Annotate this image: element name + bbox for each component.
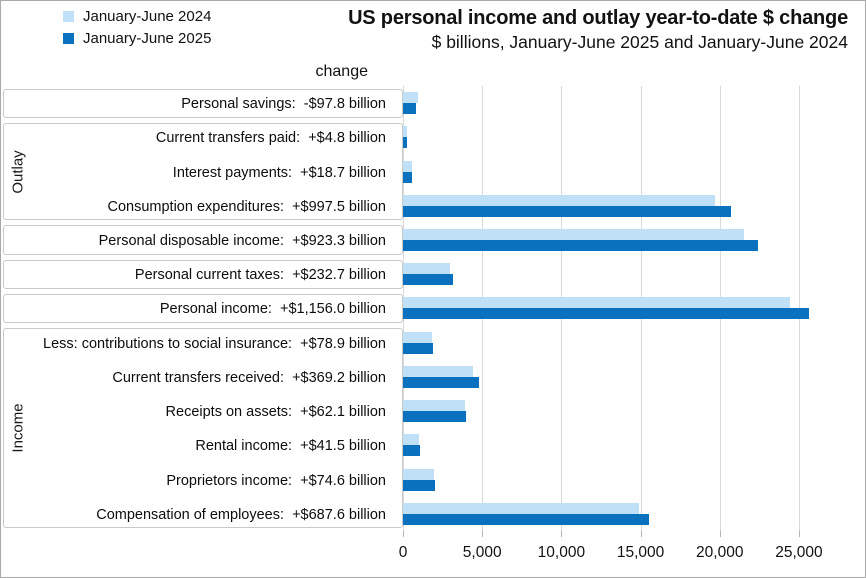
bar-jan-june-2025 (403, 377, 479, 388)
legend-item-2025 (63, 30, 211, 47)
bar-jan-june-2025 (403, 103, 416, 114)
legend-swatch-2025-icon (63, 33, 74, 44)
legend (63, 8, 211, 47)
category-group-box (3, 123, 403, 221)
plot-area (403, 86, 865, 531)
bar-jan-june-2024 (403, 161, 412, 172)
category-label: Proprietors income: +$74.6 billion (166, 472, 386, 489)
bar-row (403, 257, 865, 291)
x-axis-tick (403, 531, 404, 537)
category-group-box (3, 89, 403, 118)
chart-titles (348, 6, 848, 53)
bar-row (403, 120, 865, 154)
category-group-box (3, 294, 403, 323)
category-label: Personal current taxes: +$232.7 billion (134, 267, 386, 284)
bar-jan-june-2025 (403, 343, 433, 354)
bar-jan-june-2025 (403, 137, 407, 148)
bar-row (403, 428, 865, 462)
bar-row (403, 154, 865, 188)
category-axis-title: change (315, 63, 368, 80)
bar-row (403, 360, 865, 394)
bar-row (403, 223, 865, 257)
category-label-column (3, 86, 403, 531)
category-group-box (3, 328, 403, 528)
category-label: Current transfers received: +$369.2 billion (112, 369, 386, 386)
legend-swatch-2024-icon (63, 11, 74, 22)
bar-jan-june-2024 (403, 503, 639, 514)
bar-row (403, 189, 865, 223)
bar-jan-june-2024 (403, 332, 432, 343)
bar-jan-june-2025 (403, 480, 435, 491)
bar-row (403, 291, 865, 325)
x-axis (398, 531, 865, 575)
x-axis-tick-label: 0 (398, 544, 408, 561)
x-axis-tick (561, 531, 562, 537)
bar-jan-june-2024 (403, 92, 418, 103)
bar-jan-june-2025 (403, 172, 412, 183)
group-label-outlay: Outlay (9, 149, 27, 194)
x-axis-tick-label: 15,000 (616, 544, 665, 561)
legend-label-2024: January-June 2024 (83, 8, 212, 25)
bar-jan-june-2024 (403, 469, 434, 480)
x-axis-tick-label: 25,000 (775, 544, 823, 561)
bar-row (403, 394, 865, 428)
bar-jan-june-2025 (403, 308, 809, 319)
bar-jan-june-2025 (403, 445, 420, 456)
x-axis-tick (799, 531, 800, 537)
bar-jan-june-2024 (403, 126, 407, 137)
bar-jan-june-2024 (403, 400, 465, 411)
bar-jan-june-2025 (403, 206, 731, 217)
x-axis-tick (482, 531, 483, 537)
x-axis-tick-label: 10,000 (537, 544, 586, 561)
x-axis-tick-label: 5,000 (462, 544, 502, 561)
bar-jan-june-2024 (403, 434, 419, 445)
category-label: Less: contributions to social insurance: +$78.9 billion (43, 335, 386, 352)
category-label: Interest payments: +$18.7 billion (172, 164, 386, 181)
category-label: Rental income: +$41.5 billion (195, 438, 386, 455)
bar-row (403, 326, 865, 360)
category-label: Personal income: +$1,156.0 billion (159, 301, 386, 318)
group-label-income: Income (9, 403, 27, 453)
bar-row (403, 463, 865, 497)
category-label: Current transfers paid: +$4.8 billion (155, 130, 386, 147)
category-label: Personal savings: -$97.8 billion (181, 96, 386, 113)
bar-jan-june-2024 (403, 366, 473, 377)
bar-jan-june-2025 (403, 411, 466, 422)
x-axis-tick (641, 531, 642, 537)
chart-subtitle: $ billions, January-June 2025 and January-June 2024 (431, 32, 848, 52)
category-label: Receipts on assets: +$62.1 billion (165, 404, 386, 421)
chart-title: US personal income and outlay year-to-date $ change (348, 7, 848, 29)
category-group-box (3, 260, 403, 289)
category-label: Personal disposable income: +$923.3 billion (98, 233, 386, 250)
bar-jan-june-2025 (403, 240, 758, 251)
bar-jan-june-2024 (403, 229, 744, 240)
bar-row (403, 86, 865, 120)
x-axis-tick-label: 20,000 (696, 544, 744, 561)
legend-label-2025: January-June 2025 (83, 30, 212, 47)
bar-row (403, 497, 865, 531)
x-axis-tick (720, 531, 721, 537)
bar-jan-june-2025 (403, 514, 649, 525)
bar-jan-june-2024 (403, 297, 790, 308)
bar-jan-june-2025 (403, 274, 453, 285)
category-label: Consumption expenditures: +$997.5 billion (107, 198, 386, 215)
category-label: Compensation of employees: +$687.6 billion (96, 506, 386, 523)
bar-jan-june-2024 (403, 195, 715, 206)
bar-jan-june-2024 (403, 263, 450, 274)
category-group-box (3, 225, 403, 254)
legend-item-2024 (63, 8, 211, 25)
